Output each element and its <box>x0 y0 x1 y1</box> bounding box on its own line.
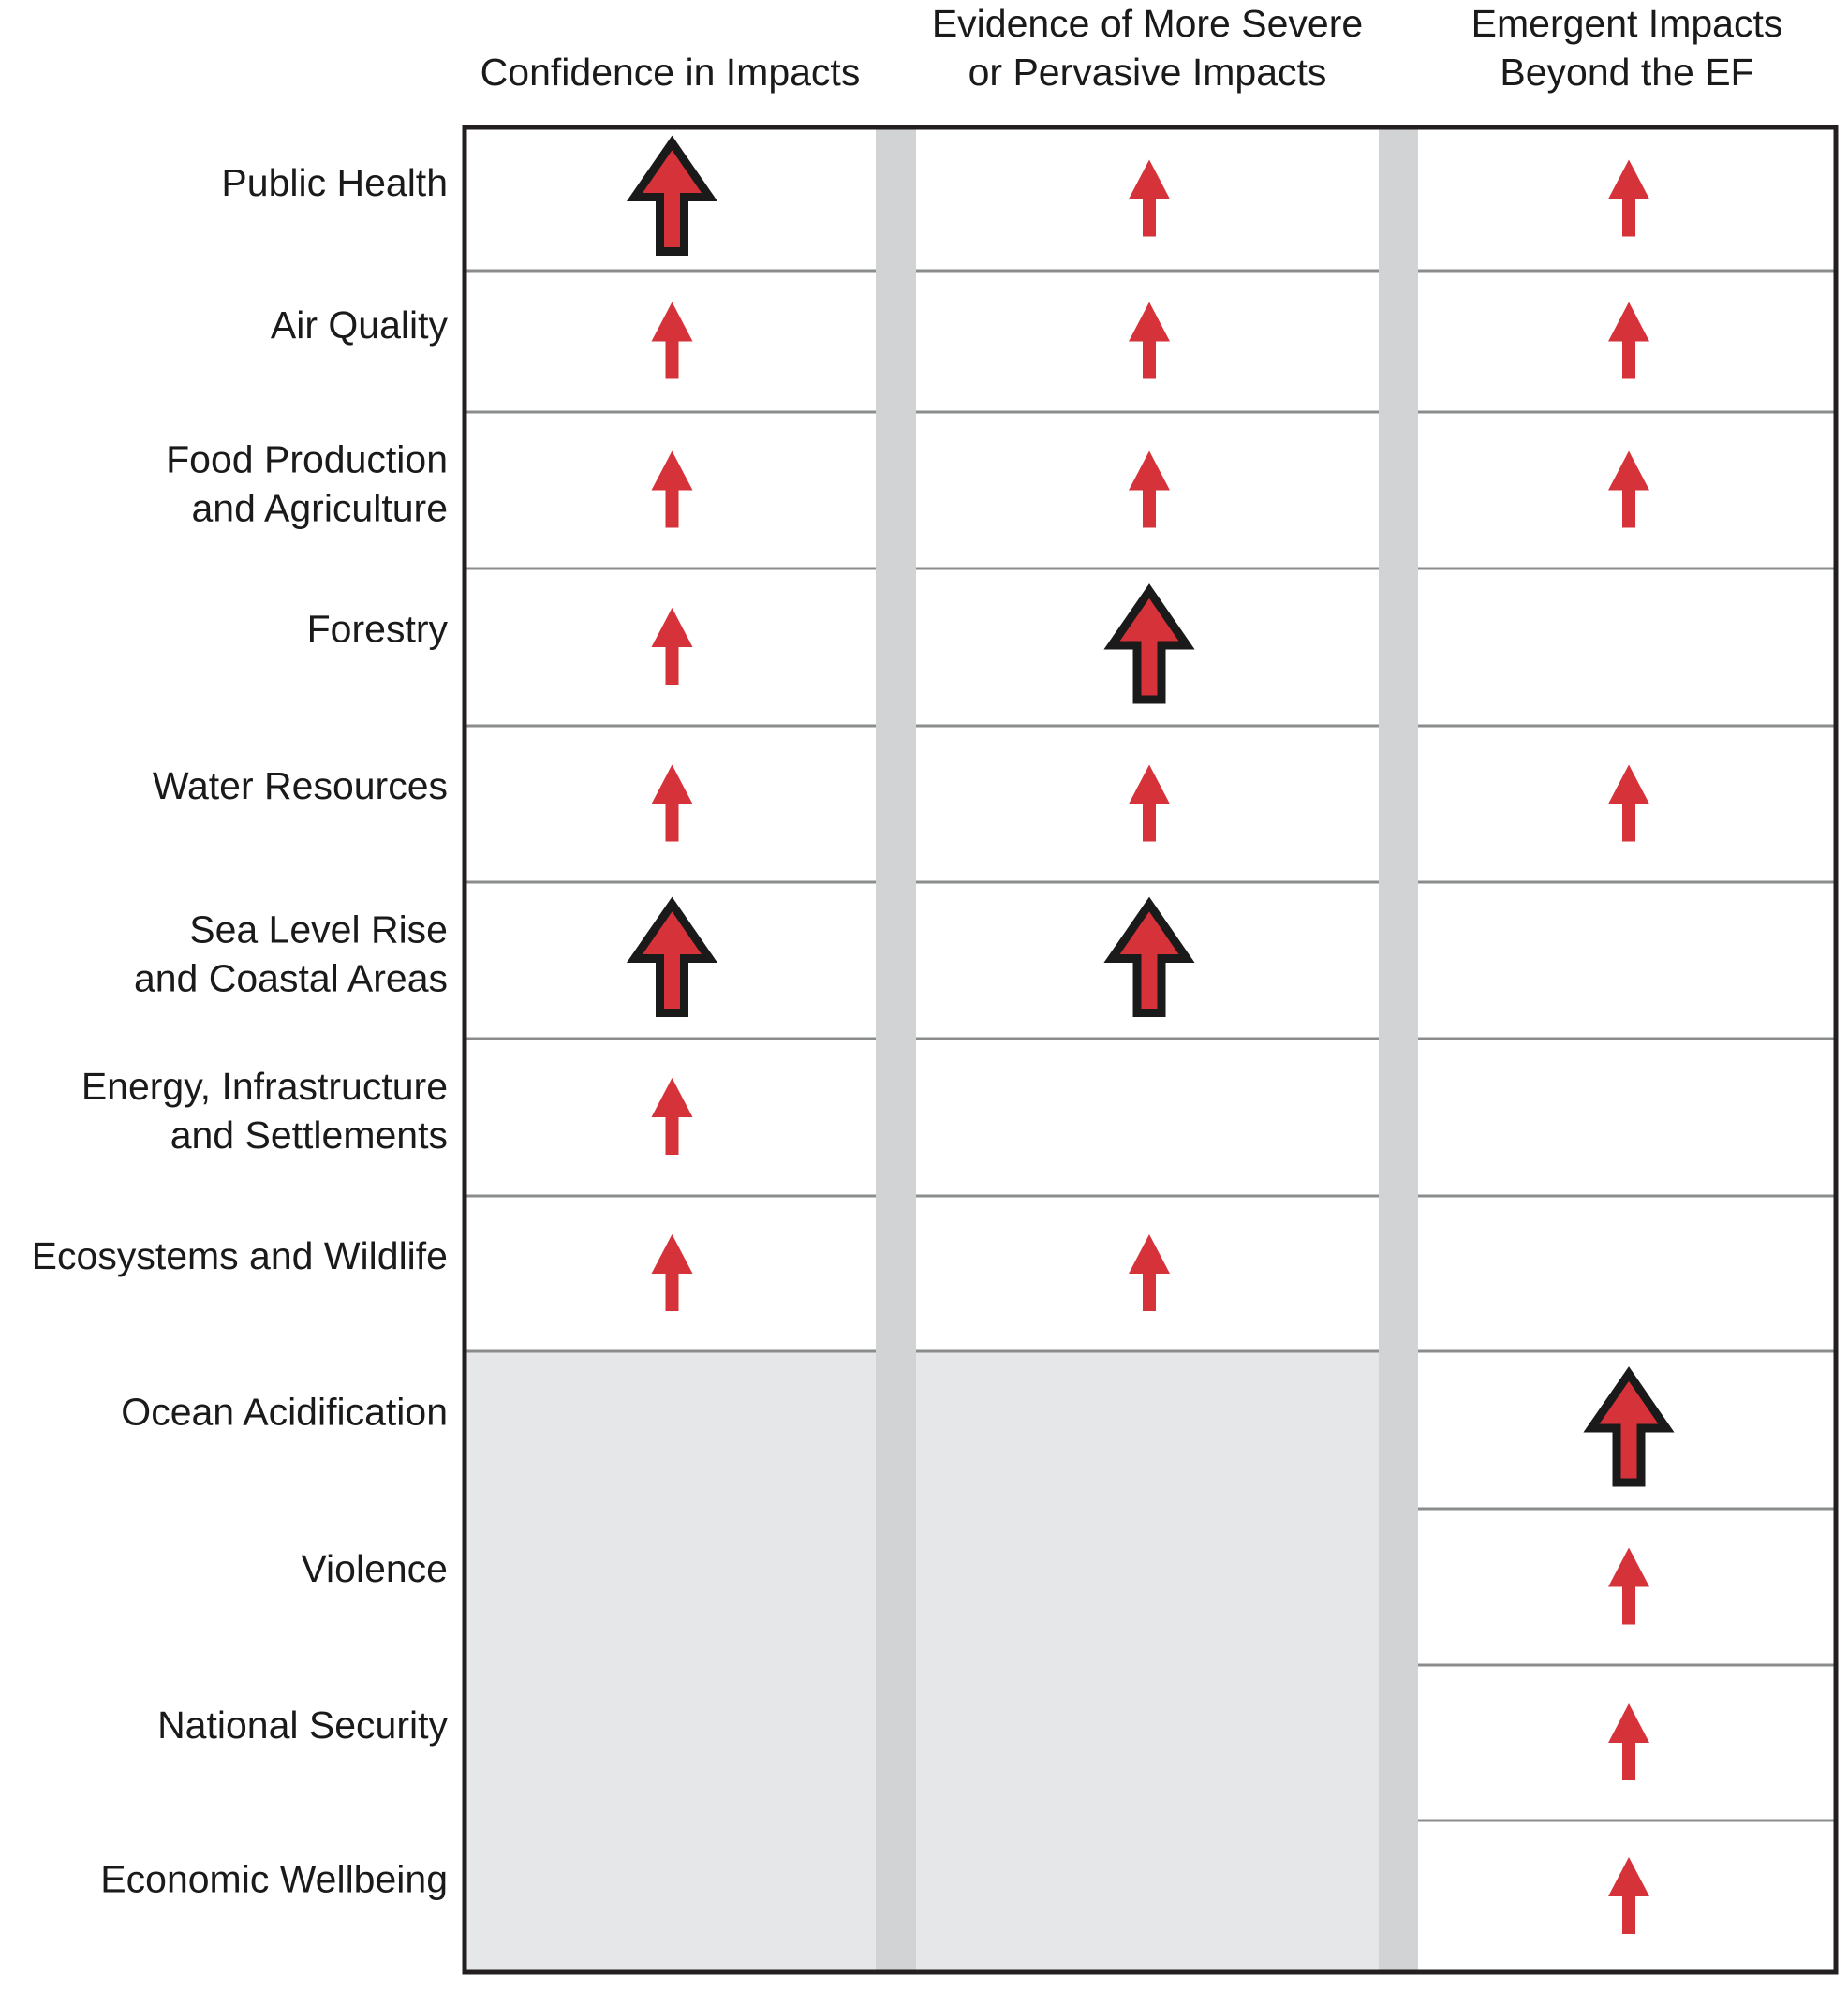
large-up-arrow-icon-forestry-severity <box>1112 591 1187 700</box>
up-arrow-icon-air-quality-emergent <box>1608 302 1649 379</box>
column-gutter <box>876 127 916 1972</box>
row-label-water-resources <box>153 764 448 807</box>
row-label-line: and Agriculture <box>191 486 448 530</box>
up-arrow-icon-public-health-emergent <box>1608 160 1649 237</box>
na-cell-national-security-severity <box>916 1665 1379 1821</box>
na-cell-ocean-acidification-severity <box>916 1351 1379 1509</box>
up-arrow-icon-energy-infrastructure-confidence <box>652 1078 693 1155</box>
row-label-line: National Security <box>157 1703 448 1747</box>
large-up-arrow-icon-ocean-acidification-emergent <box>1591 1374 1666 1482</box>
up-arrow-icon-food-production-confidence <box>652 451 693 528</box>
row-label-line: Ecosystems and Wildlife <box>31 1233 448 1277</box>
row-label-public-health <box>221 161 448 204</box>
column-header-line: Evidence of More Severe <box>931 2 1364 45</box>
row-label-line: Ocean Acidification <box>121 1390 448 1434</box>
na-cell-national-security-confidence <box>465 1665 876 1821</box>
row-label-food-production <box>166 437 448 529</box>
row-label-line: Public Health <box>221 160 448 204</box>
up-arrow-icon-ecosystems-wildlife-confidence <box>652 1234 693 1311</box>
not-applicable-shading <box>465 1351 1379 1972</box>
up-arrow-icon-air-quality-confidence <box>652 302 693 379</box>
na-cell-ocean-acidification-confidence <box>465 1351 876 1509</box>
row-label-line: Air Quality <box>270 303 448 347</box>
column-header-line: Confidence in Impacts <box>480 51 861 94</box>
row-label-line: Forestry <box>306 607 448 651</box>
up-arrow-icon-water-resources-severity <box>1129 765 1170 842</box>
row-label-forestry <box>307 608 449 651</box>
up-arrow-icon-violence-emergent <box>1608 1548 1649 1625</box>
column-gutter <box>1379 127 1418 1972</box>
na-cell-violence-severity <box>916 1509 1379 1665</box>
column-header-line: Emergent Impacts <box>1471 2 1783 45</box>
row-label-line: Energy, Infrastructure <box>81 1064 448 1108</box>
row-labels <box>32 161 449 1900</box>
row-label-line: Violence <box>301 1547 448 1591</box>
column-header-line: Beyond the EF <box>1500 51 1754 94</box>
up-arrow-icon-air-quality-severity <box>1129 302 1170 379</box>
up-arrow-icon-national-security-emergent <box>1608 1703 1649 1780</box>
up-arrow-icon-public-health-severity <box>1129 160 1170 237</box>
up-arrow-icon-water-resources-confidence <box>652 765 693 842</box>
na-cell-economic-wellbeing-confidence <box>465 1821 876 1972</box>
column-header-confidence <box>480 51 861 94</box>
row-label-line: Water Resources <box>152 764 448 808</box>
column-header-emergent <box>1471 2 1783 94</box>
row-label-air-quality <box>271 303 449 347</box>
row-label-energy-infrastructure <box>81 1065 448 1157</box>
row-label-line: Sea Level Rise <box>189 907 448 951</box>
up-arrow-icon-water-resources-emergent <box>1608 765 1649 842</box>
column-header-line: or Pervasive Impacts <box>968 51 1327 94</box>
column-header-severity <box>932 2 1363 94</box>
column-headers <box>480 2 1783 94</box>
up-arrow-icon-economic-wellbeing-emergent <box>1608 1857 1649 1934</box>
up-arrow-icon-food-production-emergent <box>1608 451 1649 528</box>
large-up-arrow-icon-public-health-confidence <box>635 143 710 252</box>
row-label-economic-wellbeing <box>100 1857 448 1900</box>
row-label-line: and Coastal Areas <box>133 956 448 1000</box>
row-label-line: Food Production <box>166 437 448 481</box>
row-label-violence <box>301 1547 448 1590</box>
large-up-arrow-icon-sea-level-rise-confidence <box>635 905 710 1013</box>
na-cell-violence-confidence <box>465 1509 876 1665</box>
row-label-line: and Settlements <box>170 1113 448 1157</box>
row-label-ocean-acidification <box>121 1391 448 1434</box>
row-label-sea-level-rise <box>134 907 448 999</box>
row-label-ecosystems-wildlife <box>32 1234 448 1277</box>
row-label-line: Economic Wellbeing <box>100 1857 448 1901</box>
na-cell-economic-wellbeing-severity <box>916 1821 1379 1972</box>
large-up-arrow-icon-sea-level-rise-severity <box>1112 905 1187 1013</box>
row-label-national-security <box>157 1703 448 1747</box>
up-arrow-icon-forestry-confidence <box>652 608 693 685</box>
up-arrow-icon-ecosystems-wildlife-severity <box>1129 1234 1170 1311</box>
up-arrow-icon-food-production-severity <box>1129 451 1170 528</box>
